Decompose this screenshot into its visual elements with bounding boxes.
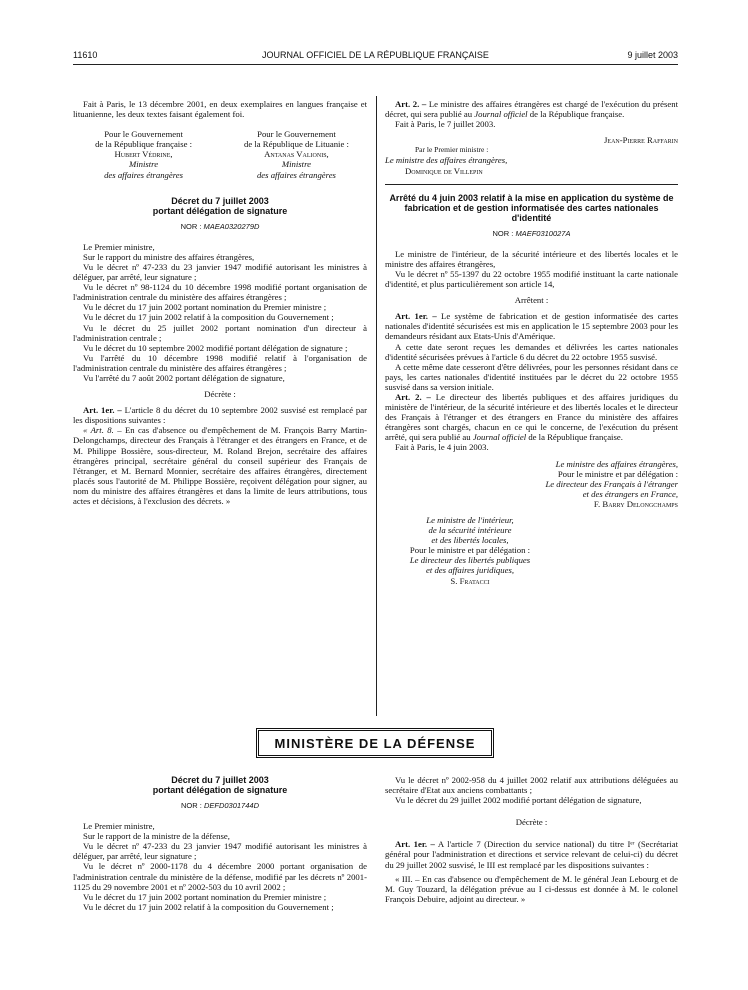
article-1: Art. 1er. – L'article 8 du décret du 10 septembre 2002 susvisé est remplacé par les dispositions suivantes : [73, 405, 368, 426]
paragraph: Le Premier ministre, [83, 241, 155, 252]
right-column-top [385, 99, 678, 586]
page-number: 11610 [73, 50, 98, 60]
paragraph: Vu le décret du 10 septembre 2002 modifié portant délégation de signature ; [83, 342, 348, 353]
signature-interieur: Le ministre de l'intérieur, de la sécurité intérieure et des libertés locales, Pour le ministre et par délégation : Le directeur des libertés publiques et des affaires juridiques, S. Fratacci [409, 515, 531, 586]
paragraph: Sur le rapport de la ministre de la défense, [83, 831, 230, 842]
signing-place-date: Fait à Paris, le 4 juin 2003. [395, 442, 489, 453]
paragraph: Vu le décret du 17 juin 2002 relatif à la composition du Gouvernement ; [83, 901, 334, 912]
minister-name: Dominique de Villepin [405, 165, 483, 176]
column-divider [376, 96, 377, 716]
nor-reference: NOR : MAEA0320279D [180, 221, 260, 231]
paragraph: Vu le décret du 17 juin 2002 portant nomination du Premier ministre ; [83, 891, 327, 902]
paragraph: Vu le décret nº 2000-1178 du 4 décembre 2000 portant organisation de l'administration centrale du ministère de la défense, modifié par les décrets nº 2001-1125 du 29 novembre 2001 et nº 2002-503 du 10 avril 2002 ; [73, 861, 367, 892]
signature-lithuania: Pour le Gouvernement de la République de Lituanie : Antanas Valionis, Ministre des affaires étrangères [243, 129, 349, 180]
section-rule [385, 184, 678, 185]
signature-france: Pour le Gouvernement de la République française : Hubert Védrine, Ministre des affaires étrangères [95, 129, 193, 180]
article-8-text: « Art. 8. – En cas d'absence ou d'empêchement de M. François Barry Martin-Delongchamps, directeur des Français à l'étranger et des étrangers en France, et de M. Philippe Bossière, sous-directeur, M. Roland Brejon, secrétaire des affaires étrangères principal, secrétaire général du conseil supérieur des Français de l'étranger, et M. Bernard Monnier, secrétaire des affaires étrangères, directement placés sous l'autorité de M. Philippe Bossière, reçoivent délégation pour signer, au nom du ministre des affaires étrangères et dans la limite de leurs attributions, tous actes et décisions, à l'exclusion des décrets. » [73, 425, 368, 506]
signature-affaires-etrangeres: Le ministre des affaires étrangères, Pour le ministre et par délégation : Le directeur des Français à l'étranger et des étrangers en France, F. Barry Delongchamps [545, 458, 678, 509]
paragraph: Sur le rapport du ministre des affaires étrangères, [83, 251, 255, 262]
minister-title: Le ministre des affaires étrangères, [385, 155, 508, 166]
signing-place-date: Fait à Paris, le 7 juillet 2003. [395, 119, 496, 130]
paragraph: A cette même date cesseront d'être délivrées, pour les personnes résidant dans ce pays, les cartes nationales d'identité instituées par le décret du 22 octobre 1955 susvisé dans sa version initiale. [385, 361, 678, 392]
article-quote: « III. – En cas d'absence ou d'empêchement de M. le général Jean Lebourg et de M. Guy Touzard, la délégation prévue au I ci-dessus est donnée à M. le colonel François Debuire, adjoint au directeur. » [385, 873, 678, 904]
paragraph: Vu le décret du 29 juillet 2002 modifié portant délégation de signature, [395, 795, 642, 806]
paragraph: Vu l'arrêté du 7 août 2002 portant délégation de signature, [83, 372, 285, 383]
paragraph: Vu le décret du 17 juin 2002 portant nomination du Premier ministre ; [83, 302, 327, 313]
left-column-top [73, 99, 367, 506]
paragraph: A cette date seront reçues les demandes et délivrées les cartes nationales d'identité sécurisées prévues à l'article 6 du décret du 22 octobre 1955 susvisé. [385, 341, 678, 362]
article-2: Art. 2. – Le directeur des libertés publiques et des affaires juridiques du ministère de l'intérieur, de la sécurité intérieure et des libertés locales et le directeur des Français à l'étranger et des étrangers en France du ministère des affaires étrangères sont chargés, chacun en ce qui le concerne, de l'exécution du présent arrêté, qui sera publié au Journal officiel de la République française. [385, 391, 678, 443]
decree-title: Décret du 7 juillet 2003 portant délégation de signature [152, 775, 288, 795]
arretent-heading: Arrêtent : [514, 295, 549, 306]
paragraph: Vu le décret du 17 juin 2002 relatif à la composition du Gouvernement ; [83, 312, 334, 323]
paragraph: Le ministre de l'intérieur, de la sécurité intérieure et des libertés locales et le ministre des affaires étrangères, [385, 248, 678, 269]
paragraph: Vu le décret du 25 juillet 2002 portant nomination d'un directeur à l'administration centrale ; [73, 322, 367, 343]
nor-reference: NOR : MAEF0310027A [492, 228, 571, 238]
header-rule [73, 64, 678, 65]
article-1: Art. 1er. – A l'article 7 (Direction du service national) du titre Iᵉʳ (Secrétariat général pour l'administration et directions et service relevant de celui-ci) du décret du 29 juillet 2002 susvisé, le III est remplacé par les dispositions suivantes : [385, 839, 678, 870]
issue-date: 9 juillet 2003 [627, 50, 678, 60]
article-1: Art. 1er. – Le système de fabrication et de gestion informatisée des cartes nationales d'identité sécurisées est mis en application le 15 septembre 2003 pour les demandeurs résidant aux Etats-Unis d'Amérique. [385, 311, 678, 342]
par-premier-ministre: Par le Premier ministre : [415, 145, 489, 155]
paragraph: Le Premier ministre, [83, 821, 155, 832]
treaty-closing: Fait à Paris, le 13 décembre 2001, en deux exemplaires en langues française et lituanienne, les deux textes faisant également foi. [73, 99, 367, 120]
decrete-heading: Décrète : [515, 817, 548, 828]
paragraph: Vu le décret nº 2002-958 du 4 juillet 2002 relatif aux attributions déléguées au secrétaire d'Etat aux anciens combattants ; [385, 775, 678, 796]
paragraph: Vu le décret nº 47-233 du 23 janvier 1947 modifié autorisant les ministres à déléguer, par arrêté, leur signature ; [73, 841, 367, 862]
journal-title: JOURNAL OFFICIEL DE LA RÉPUBLIQUE FRANÇAISE [262, 50, 489, 60]
article-2: Art. 2. – Le ministre des affaires étrangères est chargé de l'exécution du présent décret, qui sera publié au Journal officiel de la République française. [385, 99, 679, 120]
paragraph: Vu le décret nº 98-1124 du 10 décembre 1998 modifié portant organisation de l'administration centrale du ministère des affaires étrangères ; [73, 282, 367, 303]
page-header [73, 50, 678, 64]
premier-signature: Jean-Pierre Raffarin [604, 135, 678, 146]
paragraph: Vu le décret nº 47-233 du 23 janvier 1947 modifié autorisant les ministres à déléguer, par arrêté, leur signature ; [73, 261, 367, 283]
treaty-signatures [73, 129, 367, 179]
nor-reference: NOR : DEFD0301744D [181, 801, 259, 810]
paragraph: Vu l'arrêté du 10 décembre 1998 modifié relatif à l'organisation de l'administration centrale du ministère des affaires étrangères ; [73, 352, 367, 373]
ministry-banner: MINISTÈRE DE LA DÉFENSE [258, 730, 492, 756]
decrete-heading: Décrète : [204, 389, 236, 400]
decree-title: Décret du 7 juillet 2003 portant délégation de signature [152, 195, 288, 216]
left-column-bottom [73, 775, 367, 912]
arrete-title: Arrêté du 4 juin 2003 relatif à la mise en application du système de fabrication et de gestion informatisée des cartes nationales d'identité [389, 192, 674, 223]
paragraph: Vu le décret nº 55-1397 du 22 octobre 1955 modifié instituant la carte nationale d'identité, et plus particulièrement son article 14, [385, 268, 678, 290]
right-column-bottom [385, 775, 678, 904]
